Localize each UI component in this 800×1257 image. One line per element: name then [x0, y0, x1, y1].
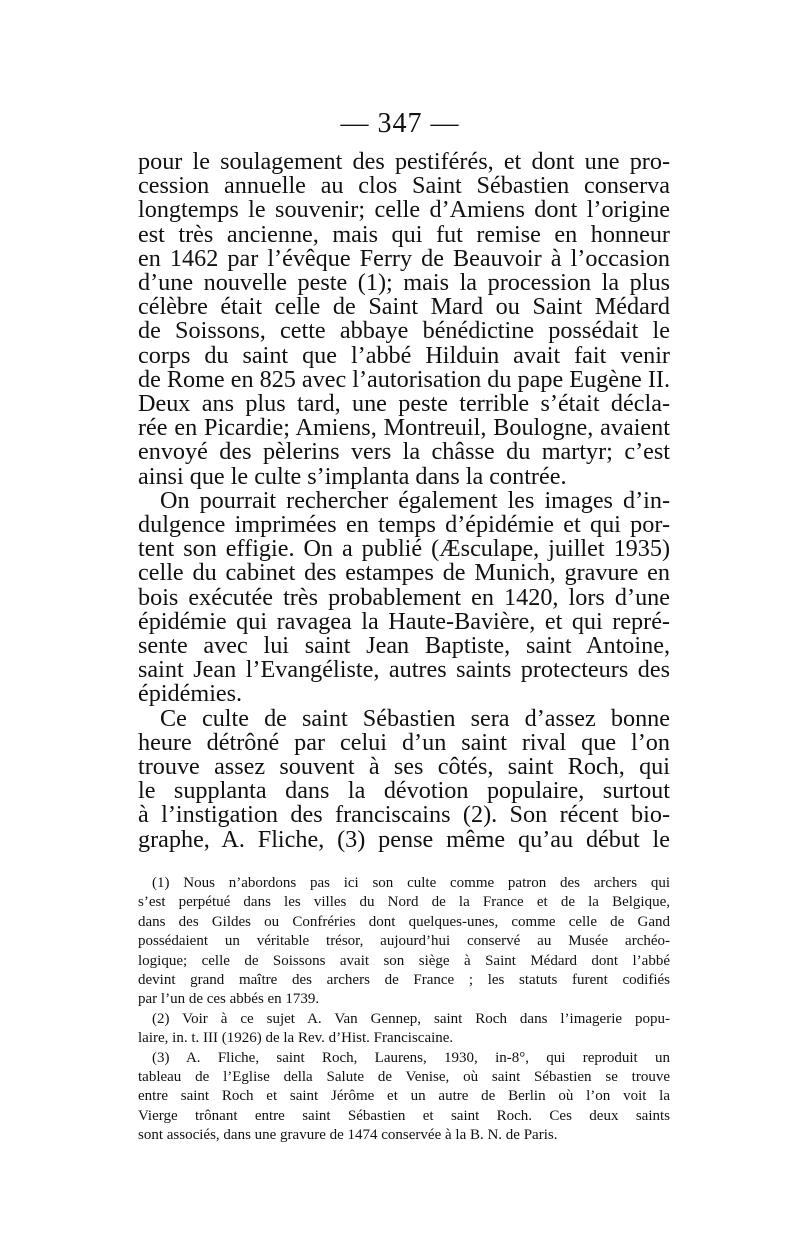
- footnote-line: laire, in. t. III (1926) de la Rev. d’Hist. Franciscaine.: [138, 1030, 454, 1047]
- footnote-line: (2) Voir à ce sujet A. Van Gennep, saint Roch dans l’imagerie popu-: [152, 1010, 670, 1027]
- text-line: le supplanta dans la dévotion populaire, surtout: [138, 777, 670, 805]
- text-line: Ce culte de saint Sébastien sera d’assez bonne: [160, 704, 670, 732]
- text-line: bois exécutée très probablement en 1420, lors d’une: [138, 583, 670, 611]
- text-line: ainsi que le culte s’implanta dans la contrée.: [138, 462, 567, 490]
- text-line: On pourrait rechercher également les images d’in-: [160, 486, 670, 514]
- text-line: graphe, A. Fliche, (3) pense même qu’au début le: [138, 825, 670, 853]
- text-line: cession annuelle au clos Saint Sébastien conserva: [138, 172, 670, 200]
- footnote-line: Vierge trônant entre saint Sébastien et saint Roch. Ces deux saints: [138, 1107, 670, 1124]
- page-number: — 347 —: [340, 108, 460, 139]
- text-line: heure détrôné par celui d’un saint rival que l’on: [138, 728, 670, 756]
- text-line: saint Jean l’Evangéliste, autres saints protecteurs des: [138, 656, 670, 684]
- text-line: envoyé des pèlerins vers la châsse du martyr; c’est: [138, 438, 670, 466]
- text-line: en 1462 par l’évêque Ferry de Beauvoir à l’occasion: [138, 244, 670, 272]
- text-line: pour le soulagement des pestiférés, et dont une pro-: [138, 148, 670, 175]
- footnote-line: devint grand maître des archers de France ; les statuts furent codifiés: [138, 972, 670, 989]
- text-line: tent son effigie. On a publié (Æsculape, juillet 1935): [138, 535, 670, 563]
- text-line: épidémie qui ravagea la Haute-Bavière, et qui repré-: [138, 607, 670, 635]
- footnotes: [138, 874, 670, 1146]
- text-line: épidémies.: [138, 680, 243, 708]
- footnote-line: (3) A. Fliche, saint Roch, Laurens, 1930, in-8°, qui reproduit un: [152, 1049, 670, 1066]
- text-line: celle du cabinet des estampes de Munich, gravure en: [138, 559, 670, 587]
- footnote-line: entre saint Roch et saint Jérôme et un autre de Berlin où l’on voit la: [138, 1088, 670, 1105]
- text-line: est très ancienne, mais qui fut remise en honneur: [138, 220, 670, 248]
- text-line: de Soissons, cette abbaye bénédictine possédait le: [138, 317, 670, 345]
- text-line: à l’instigation des franciscains (2). Son récent bio-: [138, 801, 670, 829]
- footnote-line: par l’un de ces abbés en 1739.: [138, 991, 320, 1008]
- footnote-line: s’est perpétué dans les villes du Nord de la France et de la Belgique,: [138, 894, 670, 911]
- footnote-line: sont associés, dans une gravure de 1474 conservée à la B. N. de Paris.: [138, 1127, 558, 1144]
- footnote-line: possédaient un véritable trésor, aujourd’hui conservé au Musée archéo-: [138, 933, 670, 950]
- footnote-line: (1) Nous n’abordons pas ici son culte comme patron des archers qui: [152, 875, 670, 891]
- text-line: dulgence imprimées en temps d’épidémie et qui por-: [138, 511, 670, 539]
- text-line: célèbre était celle de Saint Mard ou Saint Médard: [138, 293, 670, 321]
- text-line: longtemps le souvenir; celle d’Amiens dont l’origine: [138, 196, 670, 224]
- text-line: d’une nouvelle peste (1); mais la procession la plus: [138, 269, 670, 297]
- body-text: [138, 150, 670, 852]
- text-line: de Rome en 825 avec l’autorisation du pape Eugène II.: [138, 365, 670, 393]
- text-line: Deux ans plus tard, une peste terrible s’était décla-: [138, 390, 670, 418]
- footnote-line: logique; celle de Soissons avait son siège à Saint Médard dont l’abbé: [138, 952, 670, 969]
- text-line: sente avec lui saint Jean Baptiste, saint Antoine,: [138, 632, 670, 660]
- text-line: corps du saint que l’abbé Hilduin avait fait venir: [138, 341, 670, 369]
- text-line: rée en Picardie; Amiens, Montreuil, Boulogne, avaient: [138, 414, 670, 442]
- footnote-line: dans des Gildes ou Confréries dont quelques-unes, comme celle de Gand: [138, 913, 670, 930]
- text-line: trouve assez souvent à ses côtés, saint Roch, qui: [138, 753, 670, 781]
- footnote-line: tableau de l’Eglise della Salute de Venise, où saint Sébastien se trouve: [138, 1069, 670, 1086]
